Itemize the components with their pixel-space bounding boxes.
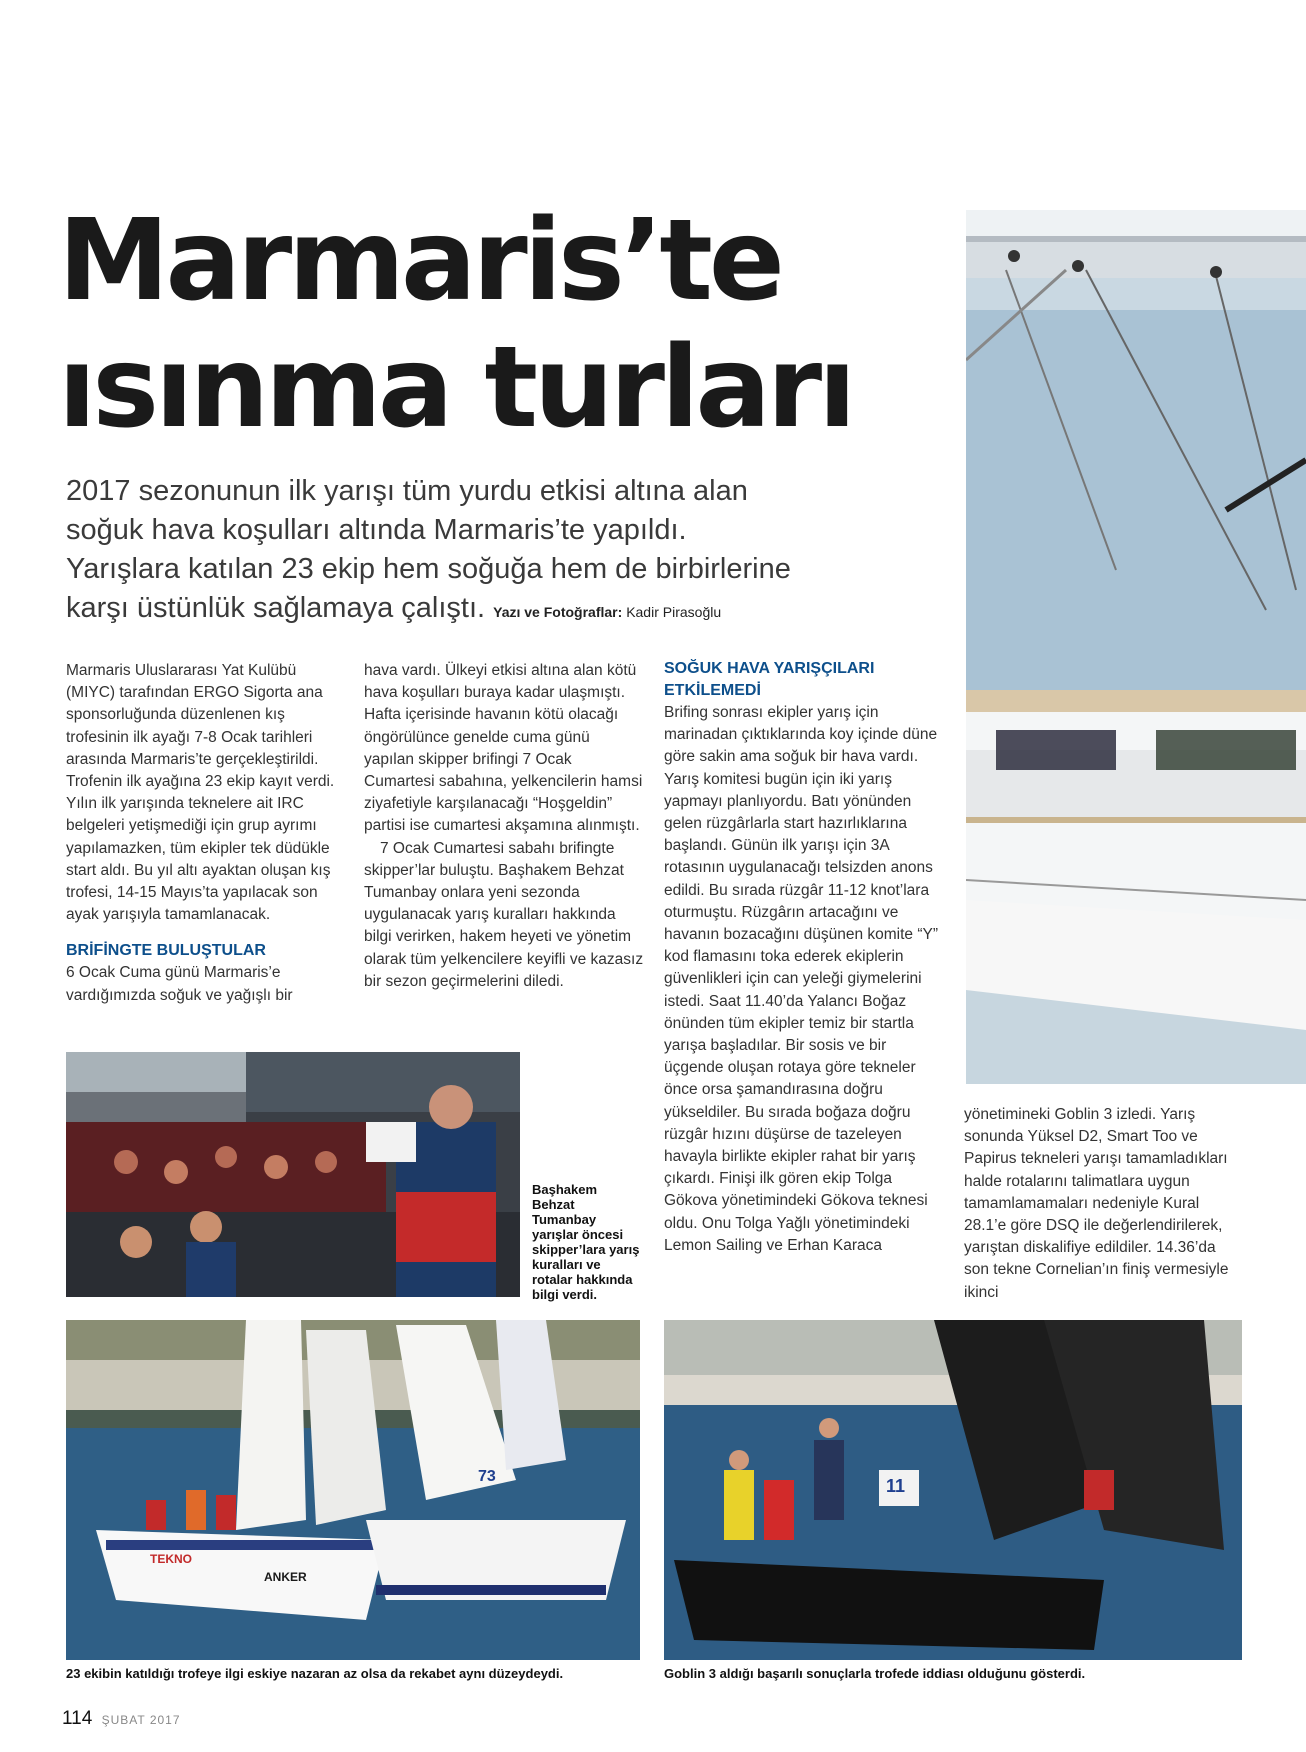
body-paragraph: hava vardı. Ülkeyi etkisi altına alan kötü hava koşulları buraya kadar ulaşmıştı. Hafta içerisinde havanın kötü olacağı öngörülünce genelde cuma günü yapılan skipper brifingi 7 Ocak Cumartesi sabahına, yelkencilerin hamsi ziyafetiyle karşılanacağı “Hoşgeldin” partisi ise cumartesi akşamına alınmıştı. bbox=[364, 662, 643, 835]
briefing-illustration bbox=[66, 1052, 520, 1297]
column-4 bbox=[964, 1104, 1244, 1304]
title-line-2: ısınma turları bbox=[58, 323, 853, 453]
lead-line bbox=[66, 589, 826, 632]
photo-briefing bbox=[66, 1052, 520, 1297]
sail-number-white: 73 bbox=[478, 1468, 496, 1485]
hull-sponsor-1: TEKNO bbox=[150, 1552, 192, 1566]
column-1 bbox=[66, 660, 346, 1007]
credit-label: Yazı ve Fotoğraflar: bbox=[493, 604, 623, 620]
section-heading-briefing: BRİFİNGTE BULUŞTULAR bbox=[66, 942, 266, 960]
sail-number-boat: 11 bbox=[886, 1476, 906, 1496]
body-paragraph: yönetimineki Goblin 3 izledi. Yarış sonunda Yüksel D2, Smart Too ve Papirus tekneleri yarışı tamamladıkları halde rotalarını talimatlara uygun tamamlamamaları nedeniyle Kural 28.1’e göre DSQ ile değerlendirilerek, yarıştan diskalifiye edildiler. 14.36’da son tekne Cornelian’ın finiş vermesiyle ikinci bbox=[964, 1106, 1229, 1301]
photo-sailboat-deck bbox=[966, 210, 1306, 1084]
body-paragraph: Brifing sonrası ekipler yarış için marinadan çıktıklarında koy içinde düne göre sakin ama soğuk bir hava vardı. Yarış komitesi bugün için iki yarış yapmayı planlıyordu. Batı yönünden gelen rüzgârlarla start hazırlıklarına başlandı. Günün ilk yarışı için 3A rotasının uygulanacağı telsizden anons edildi. Bu sırada rüzgâr 11-12 knot’lara oturmuştu. Rüzgârın artacağını ve havanın bozacağını düşünen komite “Y” kod flamasını toka ederek ekiplerin güvenlikleri için can yeleği giymelerini istedi. Saat 11.40’da Yalancı Boğaz önünden tüm ekipler temiz bir startla yarışa başladılar. Bir sosis ve bir üçgende oluşan rotaya göre tekneler önce orsa şamandırasına doğru yükseldiler. Bu sırada boğaza doğru rüzgâr hızını düşürse de tazeleyen havayla birlikte ekipler rahat bir yarış çıkardı. Finişi ilk gören ekip Tolga Gökova yönetimindeki Gökova teknesi oldu. Onu Tolga Yağlı yönetimindeki Lemon Sailing ve Erhan Karaca bbox=[664, 704, 939, 1254]
title-line-1: Marmaris’te bbox=[58, 196, 781, 326]
photo-credit bbox=[493, 604, 721, 620]
body-paragraph: 6 Ocak Cuma günü Marmaris’e vardığımızda soğuk ve yağışlı bir bbox=[66, 964, 293, 1004]
caption-goblin: Goblin 3 aldığı başarılı sonuçlarla trofede iddiası olduğunu gösterdi. bbox=[664, 1666, 1086, 1681]
column-2 bbox=[364, 660, 644, 993]
boats-start-illustration bbox=[66, 1320, 640, 1660]
page-footer bbox=[62, 1708, 181, 1730]
issue-date: ŞUBAT 2017 bbox=[101, 1713, 181, 1727]
article-title bbox=[58, 196, 853, 454]
credit-name: Kadir Pirasoğlu bbox=[626, 604, 722, 620]
body-paragraph: Marmaris Uluslararası Yat Kulübü (MIYC) tarafından ERGO Sigorta ana sponsorluğunda düzenlenen kış trofesinin ilk ayağı 7-8 Ocak tarihleri arasında Marmaris’te gerçekleştirildi. Trofenin ilk ayağına 23 ekip kayıt verdi. Yılın ilk yarışında teknelere ait IRC belgeleri yetişmediği için grup ayrımı yapılamazken, tüm ekipler tek düdükle start aldı. Bu yıl altı ayaktan oluşan kış trofesi, 14-15 Mayıs’ta yapılacak son ayak yarışıyla tamamlanacak. bbox=[66, 662, 335, 924]
sailboat-deck-illustration bbox=[966, 210, 1306, 1084]
caption-briefing: Başhakem Behzat Tumanbay yarışlar öncesi skipper’lara yarış kuralları ve rotalar hakkında bilgi verdi. bbox=[532, 1182, 640, 1302]
article-lead bbox=[66, 472, 826, 632]
lead-line: 2017 sezonunun ilk yarışı tüm yurdu etkisi altına alan bbox=[66, 475, 748, 507]
hull-sponsor-2: ANKER bbox=[264, 1570, 307, 1584]
column-3 bbox=[664, 658, 944, 1257]
goblin-illustration bbox=[664, 1320, 1242, 1660]
body-paragraph: 7 Ocak Cumartesi sabahı brifingte skipper’lar buluştu. Başhakem Behzat Tumanbay onlara yeni sezonda uygulanacak yarış kuralları hakkında bilgi verirken, hakem heyeti ve yönetim olarak tüm yelkencilere keyifli ve kazasız bir sezon geçirmelerini diledi. bbox=[364, 839, 644, 990]
photo-goblin bbox=[664, 1320, 1242, 1660]
page-number: 114 bbox=[62, 1708, 93, 1729]
lead-line: soğuk hava koşulları altında Marmaris’te yapıldı. bbox=[66, 514, 687, 546]
section-heading-line: SOĞUK HAVA YARIŞÇILARI bbox=[664, 660, 875, 677]
photo-boats-start bbox=[66, 1320, 640, 1660]
lead-line-text: karşı üstünlük sağlamaya çalıştı. bbox=[66, 592, 486, 624]
lead-line: Yarışlara katılan 23 ekip hem soğuğa hem de birbirlerine bbox=[66, 553, 791, 585]
section-heading-line: ETKİLEMEDİ bbox=[664, 682, 761, 699]
caption-boats: 23 ekibin katıldığı trofeye ilgi eskiye nazaran az olsa da rekabet aynı düzeydeydi. bbox=[66, 1666, 564, 1681]
section-heading-cold bbox=[664, 658, 944, 702]
